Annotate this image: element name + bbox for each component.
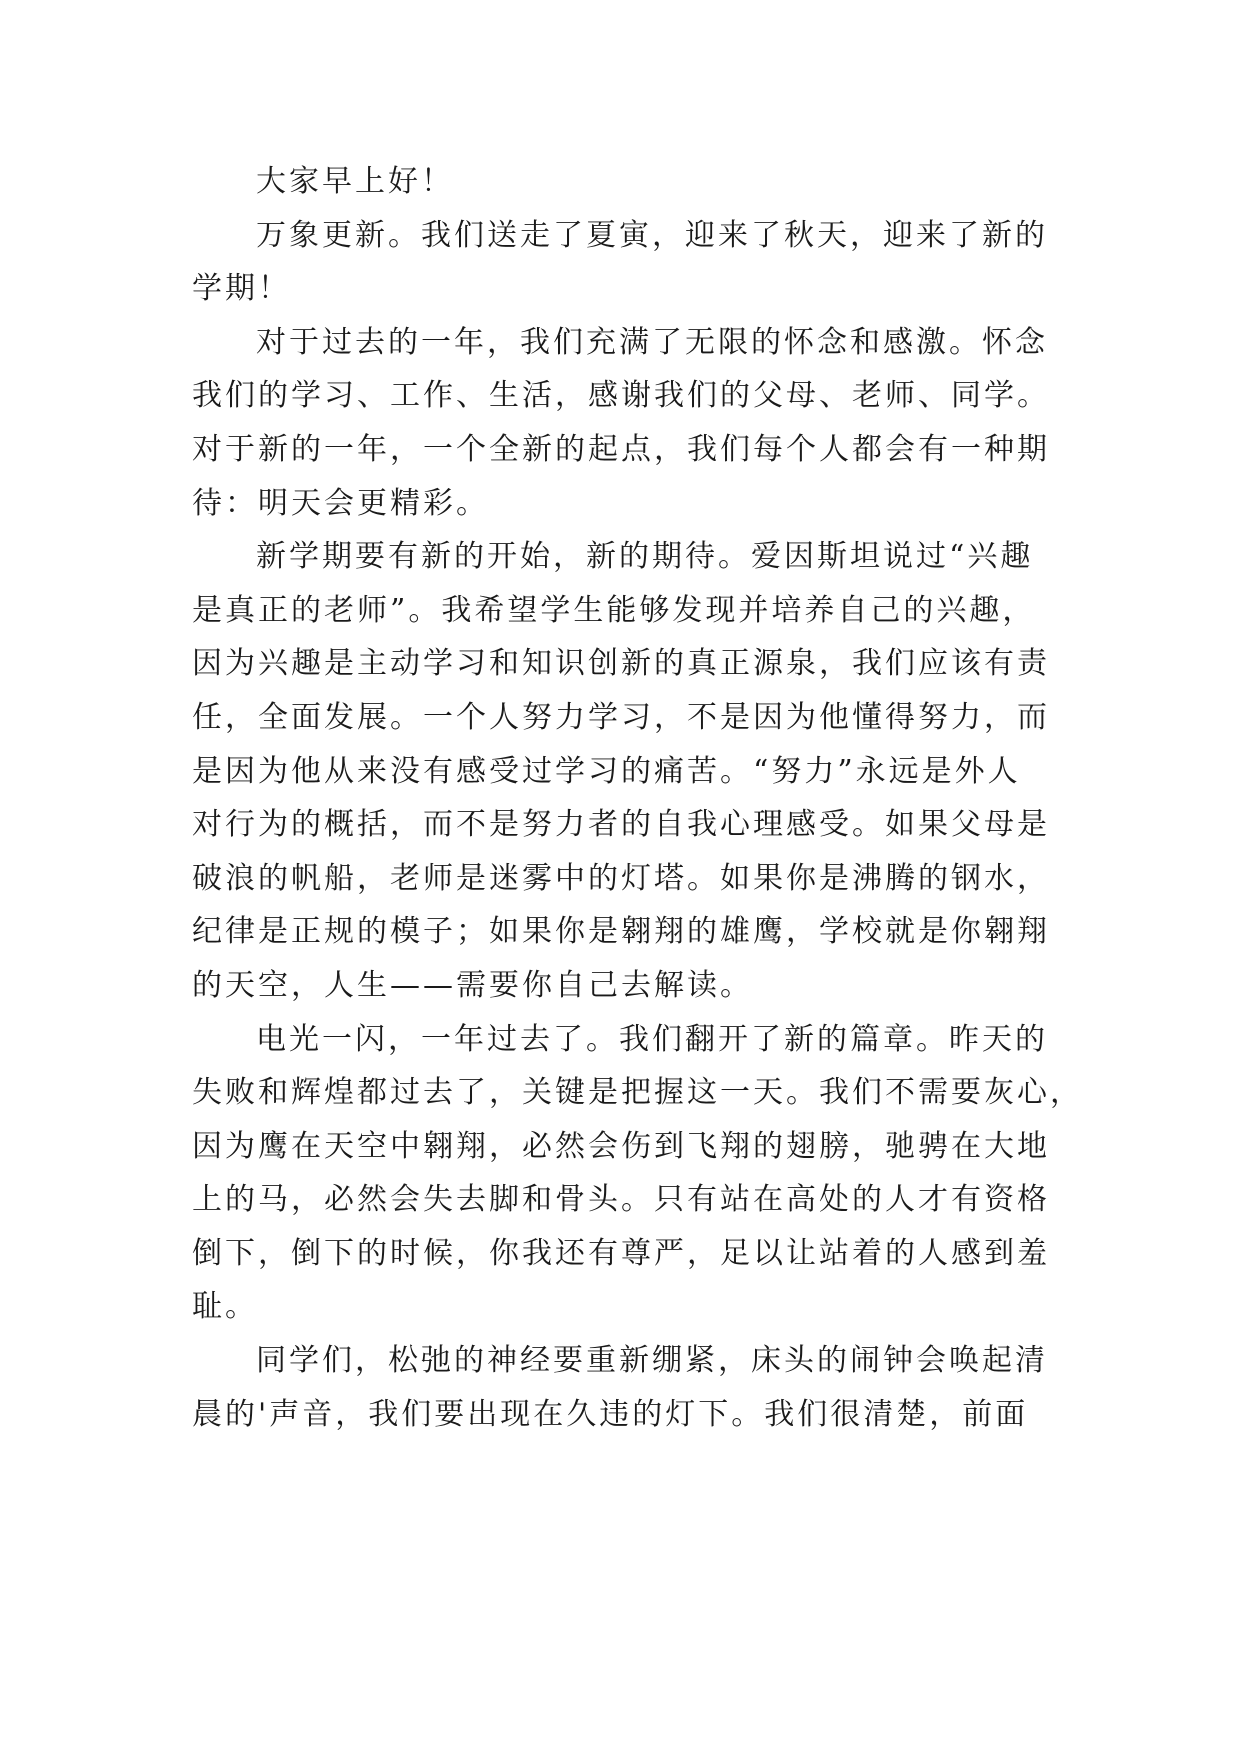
text-line: 对于过去的一年，我们充满了无限的怀念和感激。怀念 (256, 324, 1048, 360)
text-line: 同学们，松弛的神经要重新绷紧，床头的闹钟会唤起清 (256, 1343, 1048, 1379)
text-line: 倒下，倒下的时候，你我还有尊严，足以让站着的人感到羞 (192, 1235, 1050, 1271)
text-line: 耻。 (192, 1289, 258, 1325)
text-line: 是真正的老师”。我希望学生能够发现并培养自己的兴趣， (192, 592, 1036, 628)
paragraph-past-year (192, 316, 1052, 530)
text-line: 上的马，必然会失去脚和骨头。只有站在高处的人才有资格 (192, 1182, 1050, 1218)
text-line: 大家早上好！ (256, 164, 454, 199)
paragraph-interest (192, 530, 1052, 1012)
text-line: 的天空，人生——需要你自己去解读。 (192, 967, 753, 1003)
paragraph-greeting (192, 155, 1052, 209)
text-line: 电光一闪，一年过去了。我们翻开了新的篇章。昨天的 (256, 1021, 1048, 1057)
text-line: 是因为他从来没有感受过学习的痛苦。“努力”永远是外人 (192, 753, 1021, 789)
text-line: 破浪的帆船，老师是迷雾中的灯塔。如果你是沸腾的钢水， (192, 860, 1050, 896)
text-line: 新学期要有新的开始，新的期待。爱因斯坦说过“兴趣 (256, 539, 1034, 575)
text-line: 我们的学习、工作、生活，感谢我们的父母、老师、同学。 (192, 378, 1050, 414)
text-line: 万象更新。我们送走了夏寅，迎来了秋天，迎来了新的 (256, 217, 1048, 253)
paragraph-new-chapter (192, 1013, 1083, 1335)
text-line: 因为兴趣是主动学习和知识创新的真正源泉，我们应该有责 (192, 646, 1050, 682)
text-line: 因为鹰在天空中翱翔，必然会伤到飞翔的翅膀，驰骋在大地 (192, 1128, 1050, 1164)
text-line: 对于新的一年，一个全新的起点，我们每个人都会有一种期 (192, 431, 1050, 467)
paragraph-new-semester (192, 209, 1052, 316)
text-line: 纪律是正规的模子；如果你是翱翔的雄鹰，学校就是你翱翔 (192, 914, 1050, 950)
text-line: 任，全面发展。一个人努力学习，不是因为他懂得努力，而 (192, 699, 1050, 735)
text-line: 晨的'声音，我们要出现在久违的灯下。我们很清楚，前面 (192, 1396, 1029, 1432)
text-line: 失败和辉煌都过去了，关键是把握这一天。我们不需要灰心， (192, 1075, 1083, 1111)
speech-body (192, 155, 1083, 1441)
text-line: 学期！ (192, 271, 291, 307)
text-line: 对行为的概括，而不是努力者的自我心理感受。如果父母是 (192, 807, 1050, 843)
paragraph-students (192, 1334, 1052, 1441)
text-line: 待：明天会更精彩。 (192, 485, 489, 521)
